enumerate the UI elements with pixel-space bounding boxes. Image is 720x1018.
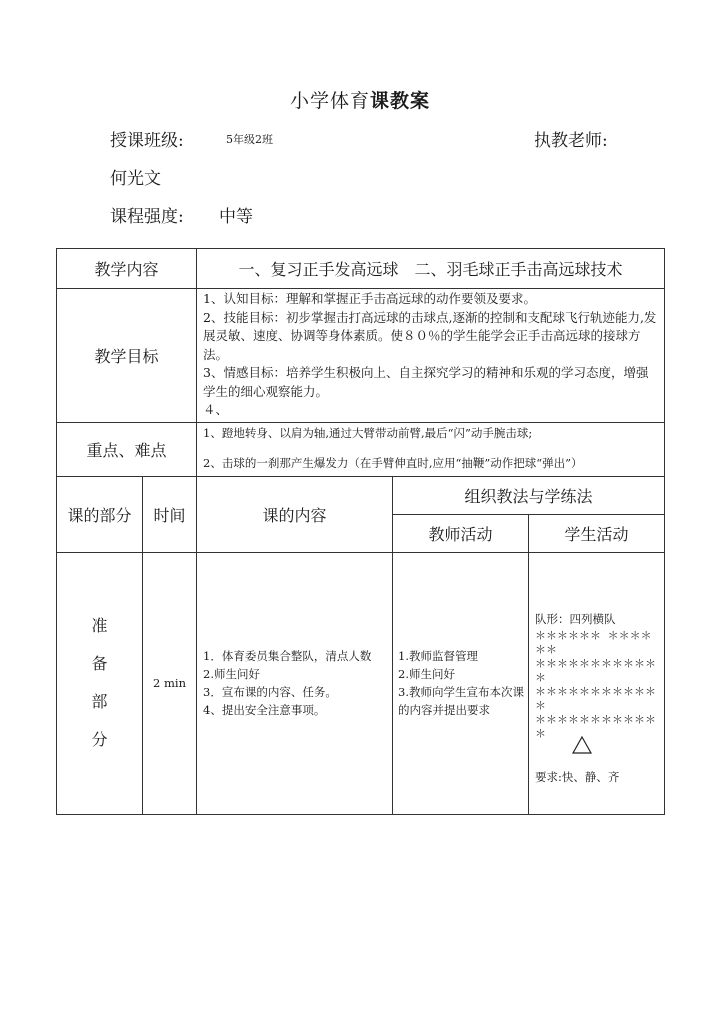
goals-row bbox=[57, 289, 665, 423]
star-row: ＊＊＊＊＊＊＊＊＊＊＊＊ bbox=[535, 684, 657, 712]
formation-figure bbox=[535, 741, 660, 763]
col-content: 课的内容 bbox=[197, 476, 393, 552]
section-char: 准 bbox=[91, 616, 108, 635]
star-row: ＊＊＊＊＊＊ ＊＊＊＊＊＊ bbox=[535, 628, 652, 656]
title-bold: 课教案 bbox=[370, 90, 431, 112]
key-point-2: 2、击球的一刹那产生爆发力（在手臂伸直时,应用“抽鞭”动作把球“弹出”） bbox=[203, 455, 583, 470]
goal-item: 2、技能目标：初步掌握击打高远球的击球点,逐渐的控制和支配球飞行轨迹能力,发展灵敏、速度、协调等身体素质。使８０％的学生能学会正手击高远球的接球方法。 bbox=[203, 309, 657, 362]
lesson-plan-table bbox=[56, 248, 665, 815]
goals-cell bbox=[197, 289, 665, 423]
goals-label: 教学目标 bbox=[57, 289, 197, 423]
intensity-value: 中等 bbox=[219, 207, 253, 227]
teacher-label: 执教老师: bbox=[534, 131, 608, 151]
keys-row bbox=[57, 422, 665, 476]
content-row bbox=[57, 249, 665, 289]
col-part: 课的部分 bbox=[57, 476, 143, 552]
student-formation: 队形：四列横队 bbox=[535, 611, 616, 626]
intensity-label: 课程强度: bbox=[110, 207, 184, 227]
page-title bbox=[0, 86, 720, 113]
section-char: 备 bbox=[91, 654, 108, 673]
section-char: 分 bbox=[91, 730, 108, 749]
star-row: ＊＊＊＊＊＊＊＊＊＊＊＊ bbox=[535, 656, 657, 684]
star-row: ＊＊＊＊＊＊＊＊＊＊＊＊ bbox=[535, 712, 657, 740]
triangle-icon bbox=[571, 735, 593, 755]
content-item: 4、提出安全注意事项。 bbox=[203, 703, 326, 717]
content-value: 一、复习正手发高远球 二、羽毛球正手击高远球技术 bbox=[197, 249, 665, 289]
teacher-activity bbox=[393, 552, 529, 814]
col-student: 学生活动 bbox=[529, 514, 665, 552]
key-point-1: 1、蹬地转身、以肩为轴,通过大臂带动前臂,最后“闪”动手腕击球; bbox=[203, 425, 533, 440]
student-activity bbox=[529, 552, 665, 814]
student-requirement: 要求:快、静、齐 bbox=[535, 769, 620, 784]
content-item: 3．宣布课的内容、任务。 bbox=[203, 685, 337, 699]
col-teacher: 教师活动 bbox=[393, 514, 529, 552]
content-item: 2.师生问好 bbox=[203, 667, 260, 681]
header-row-1 bbox=[57, 476, 665, 514]
teacher-item: 2.师生问好 bbox=[398, 667, 455, 681]
section-name bbox=[57, 552, 143, 814]
content-label: 教学内容 bbox=[57, 249, 197, 289]
section-time: 2 min bbox=[143, 552, 197, 814]
col-time: 时间 bbox=[143, 476, 197, 552]
keys-cell bbox=[197, 422, 665, 476]
class-label: 授课班级: bbox=[110, 131, 184, 151]
section-char: 部 bbox=[91, 692, 108, 711]
teacher-item: 1.教师监督管理 bbox=[398, 649, 478, 663]
keys-label: 重点、难点 bbox=[57, 422, 197, 476]
section-content bbox=[197, 552, 393, 814]
title-plain: 小学体育 bbox=[289, 90, 370, 112]
teacher-name: 何光文 bbox=[110, 169, 161, 189]
goal-item: 1、认知目标：理解和掌握正手击高远球的动作要领及要求。 bbox=[203, 291, 536, 306]
class-value: 5年级2班 bbox=[226, 133, 273, 146]
col-method: 组织教法与学练法 bbox=[393, 476, 665, 514]
prep-section-row bbox=[57, 552, 665, 814]
goal-item: 3、情感目标：培养学生积极向上、自主探究学习的精神和乐观的学习态度，增强学生的细心观察能力。 bbox=[203, 365, 649, 399]
goal-item: ４、 bbox=[203, 402, 229, 417]
teacher-item: 3.教师向学生宣布本次课的内容并提出要求 bbox=[398, 685, 524, 717]
content-item: 1．体育委员集合整队，清点人数 bbox=[203, 649, 372, 663]
